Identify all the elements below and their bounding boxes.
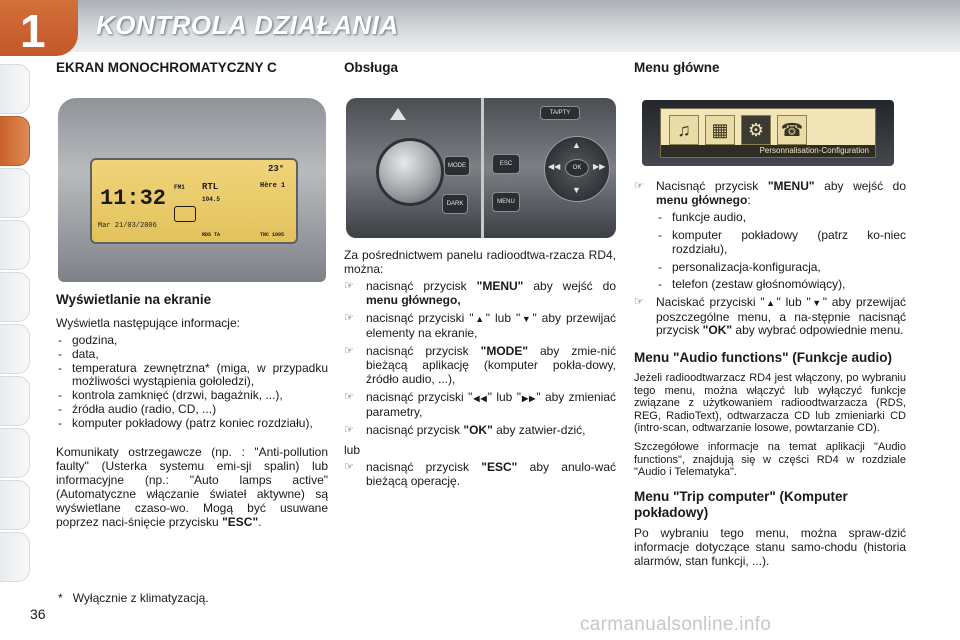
or-text: lub [344,442,361,457]
eject-icon [390,108,406,120]
main-menu-sublist [656,211,906,292]
menu-button[interactable]: MENU [492,192,520,212]
operation-list-alt [344,461,616,488]
item-text: nacisnąć przyciski " [366,390,473,405]
item-text: aby wejść do [814,179,907,193]
item-text: " aby przewijać poszczególne menu, a na-stępnie nacisnąć przycisk [656,295,906,338]
car-door-icon [174,206,196,222]
item-text: aby wejść do [523,279,616,293]
lcd-band: FM1 [174,184,185,191]
list-item: - data, [56,348,328,362]
side-tab[interactable] [0,532,30,582]
dark-button[interactable]: DARK [442,194,468,214]
list-item: - telefon (zestaw głośnomówiący), [656,278,906,292]
page-title: KONTROLA DZIAŁANIA [96,10,399,40]
panel-divider [481,98,484,238]
list-item: - temperatura zewnętrzna* (miga, w przypadku możliwości wystąpienia gołoledzi), [56,362,328,390]
menu-key-label: "MENU" [767,179,815,193]
radio-panel-photo [346,98,616,238]
list-item: - godzina, [56,334,328,348]
item-text: " aby zmieniać parametry, [366,390,617,419]
lcd-date: Mar 21/03/2006 [98,222,157,230]
lcd-time: 11:32 [100,186,167,211]
lcd-temperature: 23° [268,164,285,174]
menu-screen [660,108,876,158]
audio-functions-icon: ♫ [669,115,699,145]
lcd-preset: Hère 1 [260,182,286,190]
item-text: aby zatwier-dzić, [492,423,586,438]
chapter-tab [0,0,78,56]
section-title-operation: Obsługa [344,60,399,75]
trip-computer-title: Menu "Trip computer" (Komputer pokładowy) [634,488,848,520]
list-item: - źródła audio (radio, CD, ...) [56,403,328,417]
item-text: aby wybrać odpowiednie menu. [732,323,904,338]
lcd-rds: RDS TA [202,232,221,238]
watermark: carmanualsonline.info [580,614,772,635]
side-tab[interactable] [0,428,30,478]
menu-key-label: "MENU" [476,279,524,293]
chapter-number: 1 [20,5,46,57]
pointer-icon: ☞ [344,312,354,325]
up-arrow-icon[interactable]: ▲ [572,140,581,150]
esc-button[interactable]: ESC [492,154,520,174]
audio-functions-reference: Szczegółowe informacje na temat aplikacji "Audio functions", znajdują się w części RD4 w rozdziale "Audio i Telematyka". [634,440,906,479]
item-text: nacisnąć przycisk [366,344,481,359]
lcd-station: RTL [202,182,219,192]
column-main-menu [634,60,906,75]
list-item: - komputer pokładowy (patrz ko-niec rozdziału), [656,229,906,257]
side-tab[interactable] [0,64,30,114]
list-item [344,280,616,307]
list-item: - personalizacja-konfiguracja, [656,261,906,275]
mode-key-label: "MODE" [480,344,529,359]
pointer-icon: ☞ [344,280,354,292]
main-menu-list [634,180,906,207]
pointer-icon: ☞ [344,345,354,358]
item-text: " aby przewijać elementy na ekranie, [366,311,617,340]
pointer-icon: ☞ [344,460,354,473]
item-text: nacisnąć przycisk [366,279,477,293]
side-tab[interactable] [0,168,30,218]
list-item [344,312,616,340]
rewind-icon[interactable]: ◀◀ [548,162,561,171]
operation-text [344,248,616,493]
page-number: 36 [30,606,46,622]
phone-icon: ☎ [777,115,807,145]
side-tab[interactable] [0,324,30,374]
audio-functions-title: Menu "Audio functions" (Funkcje audio) [634,349,893,365]
trip-computer-icon: ▦ [705,115,735,145]
volume-knob[interactable] [376,138,444,206]
warning-text: Komunikaty ostrzegawcze (np. : "Anti-pollution faulty" (Usterka systemu emi-sji spalin) lub informacyjne (np.: "Auto lamps active" (Automatyczne włączanie świateł aktywne) są wyświetlane czaso-wo. Mogą być usuwane poprzez naci-śnięcie przycisku [56,444,328,529]
up-key-label: ▲ [764,298,777,309]
navigation-pad[interactable] [544,136,610,202]
esc-key-label: "ESC" [222,514,259,529]
esc-key-label: "ESC" [481,459,518,474]
item-text: nacisnąć przycisk [366,459,482,474]
down-key-label: ▼ [520,314,533,325]
subtitle-screen-info: Wyświetlanie na ekranie [56,292,212,307]
side-tab[interactable] [0,272,30,322]
item-text: Nacisnąć przycisk [656,179,768,193]
audio-functions-text: Jeżeli radioodtwarzacz RD4 jest włączony, po wybraniu tego menu, można włączyć lub wyłączyć funkcje związane z użytkowaniem radioodtwarzacza (RDS, REG, RadioText), odtwarzacza CD lub zmieniarki CD (intro-scan, odtwarzanie losowe, powtarzanie CD). [634,371,906,435]
item-text: aby anulo-wać bieżącą operację. [366,459,616,488]
lcd-screen [90,158,298,244]
item-text: nacisnąć przycisk [366,423,464,438]
forward-key-label: ▶▶ [520,394,537,404]
footnote [58,591,209,605]
main-menu-text [634,180,906,568]
configuration-icon: ⚙ [741,115,771,145]
forward-icon[interactable]: ▶▶ [593,162,606,171]
trip-computer-text: Po wybraniu tego menu, można spraw-dzić informacje dotyczące stanu samo-chodu (historia alarmów, stan funkcji, ...). [634,525,906,568]
section-title-display: EKRAN MONOCHROMATYCZNY C [56,60,277,75]
list-item [344,424,616,438]
item-text: nacisnąć przyciski " [366,311,474,326]
main-menu-label: menu głównego [656,192,748,207]
list-item: - komputer pokładowy (patrz koniec rozdziału), [56,417,328,431]
item-text: " lub " [485,311,521,326]
lcd-frequency: 104.5 [202,196,221,203]
warning-end: . [258,514,262,529]
list-item [344,461,616,488]
list-item: - kontrola zamknięć (drzwi, bagażnik, ...), [56,389,328,403]
mode-button[interactable]: MODE [444,156,470,176]
menu-caption: Personnalisation-Configuration [661,145,875,157]
list-item [634,296,906,338]
screen-info-list [56,334,328,431]
operation-list [344,280,616,438]
item-text: " lub " [776,295,811,310]
section-title-main-menu: Menu główne [634,60,720,75]
lcd-tnc: TNC 1005 [260,232,285,238]
item-text: Naciskać przyciski " [656,295,765,310]
display-text [56,292,328,529]
list-item [344,345,616,386]
down-arrow-icon[interactable]: ▼ [572,185,581,195]
list-item [344,391,616,419]
footnote-mark: * [58,591,63,605]
up-key-label: ▲ [473,314,486,325]
side-tab-active[interactable] [0,116,30,166]
screen-info-intro: Wyświetla następujące informacje: [56,316,240,330]
footnote-text: Wyłącznie z klimatyzacją. [72,591,209,605]
operation-intro: Za pośrednictwem panelu radioodtwa-rzacza RD4, można: [344,248,616,276]
main-menu-label: menu głównego, [366,292,461,307]
side-tab[interactable] [0,376,30,426]
ta-pty-button[interactable]: TA/PTY [540,106,580,120]
ok-button[interactable]: OK [565,159,589,177]
pointer-icon: ☞ [634,296,644,309]
column-operation [344,60,616,75]
side-tab[interactable] [0,220,30,270]
item-text: aby zmie-nić bieżącą aplikację (komputer pokła-dowy, źródło audio, ...), [366,344,616,386]
pointer-icon: ☞ [634,180,644,192]
side-tab[interactable] [0,480,30,530]
pointer-icon: ☞ [344,391,354,404]
rewind-key-label: ◀◀ [472,394,488,404]
list-item [634,180,906,207]
main-menu-screen-photo [642,100,894,166]
item-text: : [747,192,751,207]
item-text: " lub " [487,390,521,405]
ok-key-label: "OK" [463,423,493,438]
chapter-side-tabs [0,64,34,584]
column-display [56,60,328,75]
display-photo [58,98,326,282]
scroll-list [634,296,906,338]
ok-key-label: "OK" [702,323,733,338]
warning-messages-text [56,445,328,529]
pointer-icon: ☞ [344,424,354,437]
list-item: - funkcje audio, [656,211,906,225]
down-key-label: ▼ [810,298,823,309]
